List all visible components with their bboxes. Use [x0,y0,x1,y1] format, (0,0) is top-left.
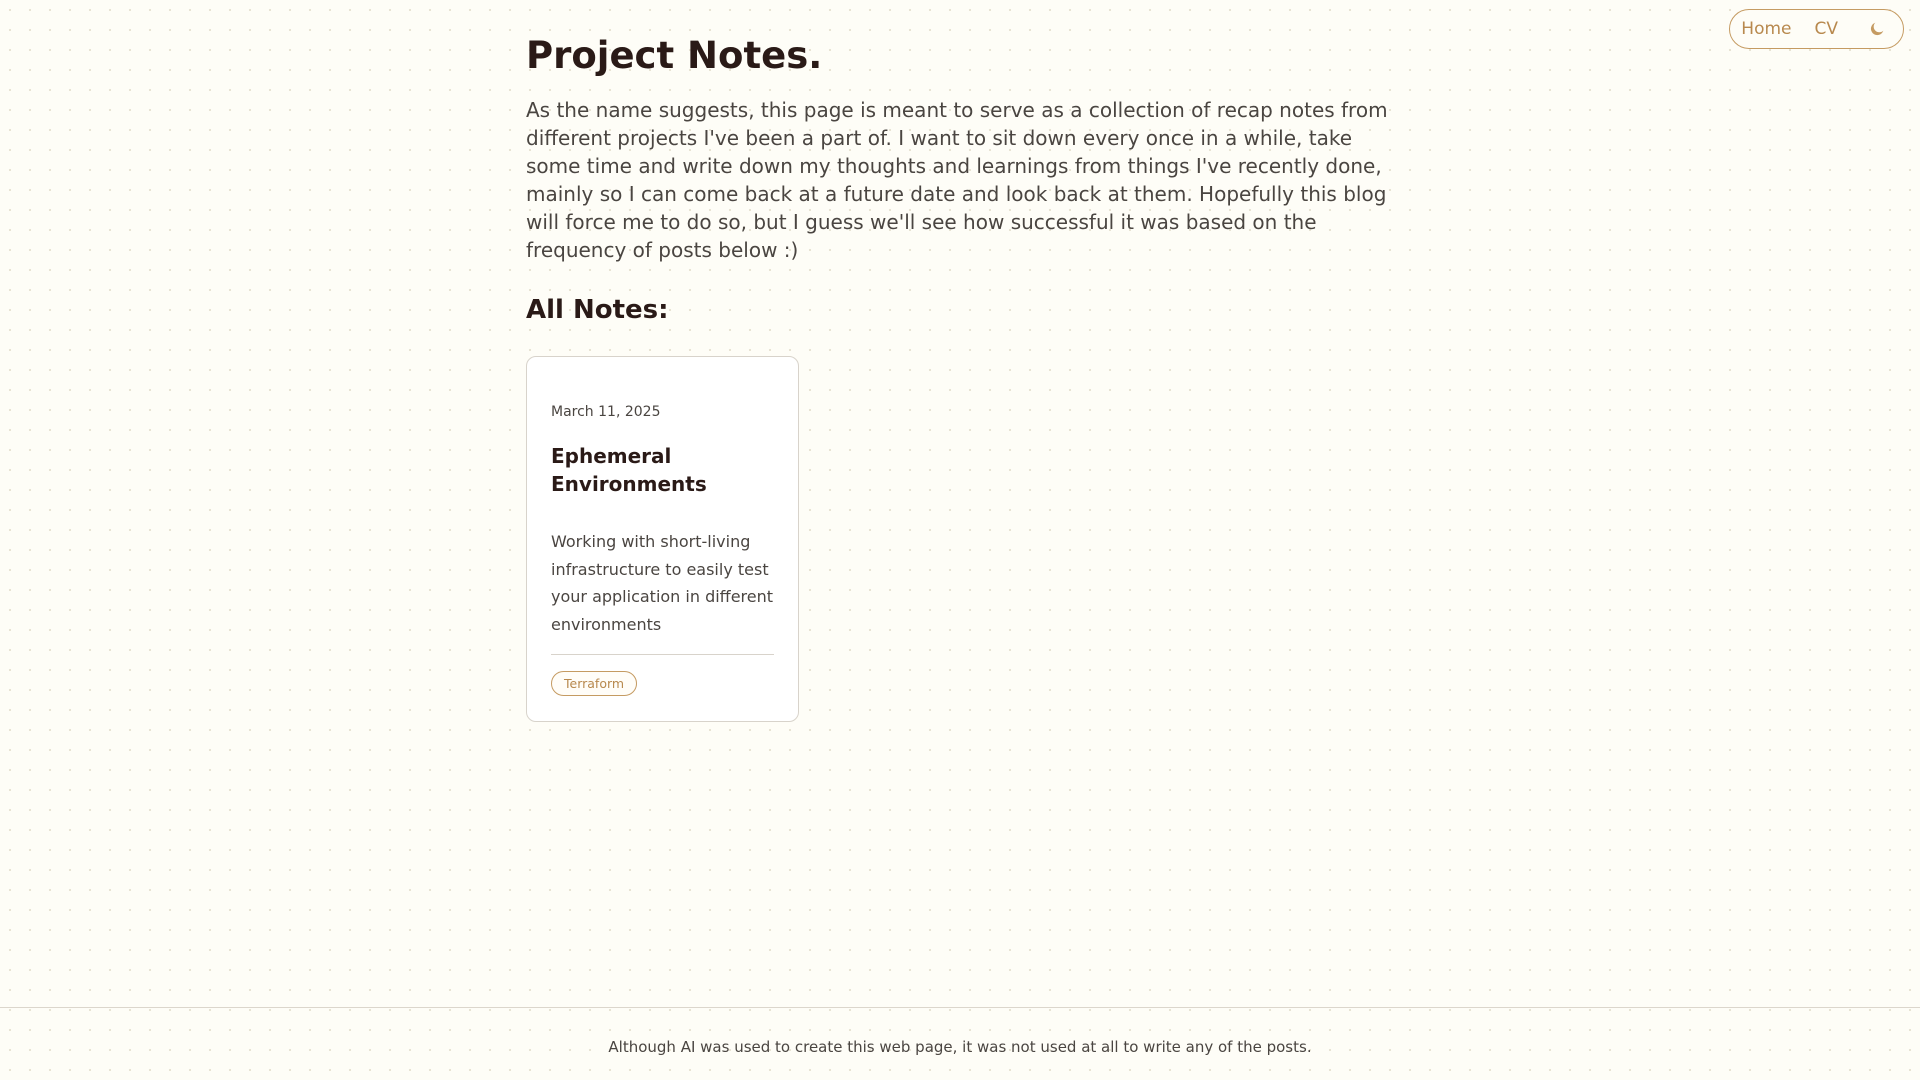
note-card[interactable] [526,356,799,722]
moon-icon [1868,20,1886,38]
footer-text: Although AI was used to create this web page, it was not used at all to write any of the posts. [608,1038,1312,1056]
card-divider [551,654,774,655]
theme-toggle-button[interactable] [1865,17,1889,41]
all-notes-heading: All Notes: [526,295,669,325]
note-title[interactable]: Ephemeral Environments [551,444,707,496]
page-title: Project Notes. [526,34,823,77]
main-content [526,0,1396,722]
nav-home-link[interactable]: Home [1741,19,1792,39]
tag-terraform[interactable]: Terraform [551,671,637,696]
intro-paragraph: As the name suggests, this page is meant to serve as a collection of recap notes from different projects I've been a part of. I want to sit down every once in a while, take some time and write down my thoughts and learnings from things I've recently done, mainly so I can come back at a future date and look back at them. Hopefully this blog will force me to do so, but I guess we'll see how successful it was based on the frequency of posts below :) [526,98,1388,262]
top-nav [1729,9,1904,49]
page-footer [0,1007,1920,1057]
note-date: March 11, 2025 [551,404,661,420]
note-description: Working with short-living infrastructure to easily test your application in different environments [551,532,774,634]
nav-cv-link[interactable]: CV [1814,19,1838,39]
